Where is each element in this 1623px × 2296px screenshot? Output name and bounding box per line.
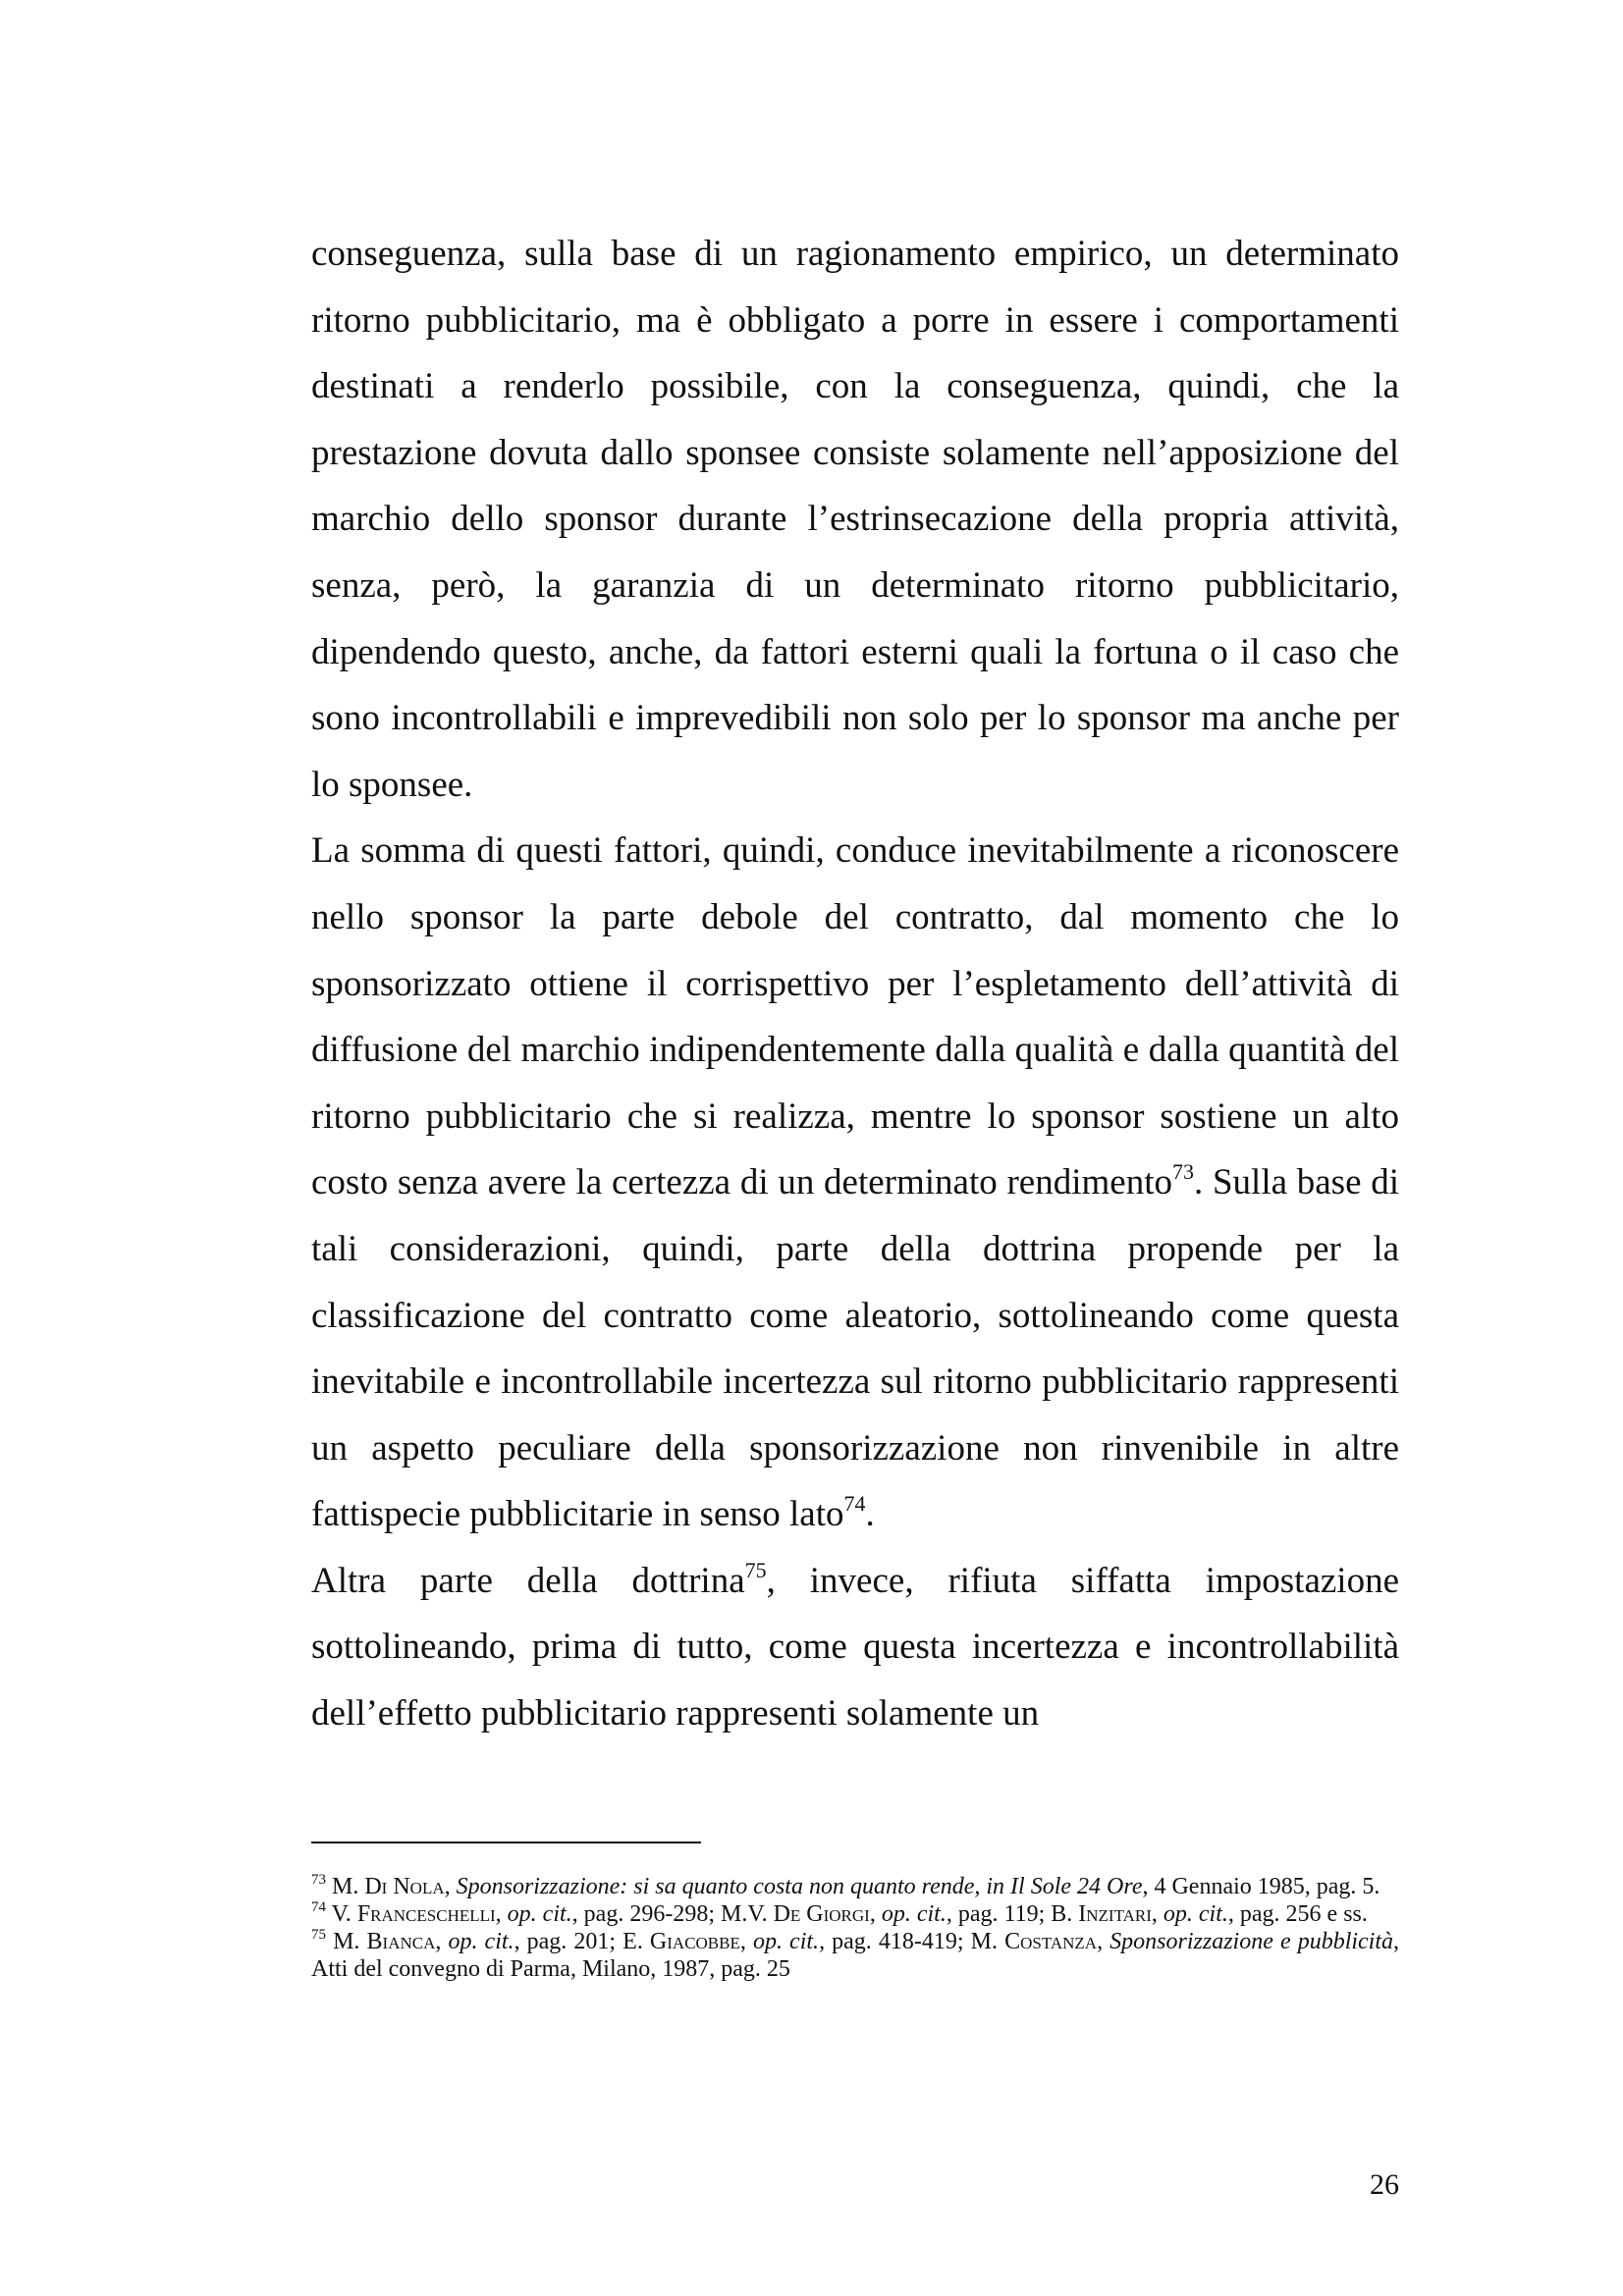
footnote-73: [311, 1873, 1399, 1900]
author-surname: Bianca: [366, 1929, 436, 1954]
footnote-separator: [311, 1842, 701, 1843]
separator: ,: [435, 1929, 449, 1954]
op-cit: op. cit.: [507, 1901, 572, 1927]
footnote-ref-73: 73: [1171, 1159, 1194, 1185]
footnote-ref-75: 75: [744, 1557, 767, 1582]
author-initial: M.: [326, 1874, 365, 1899]
op-cit: op. cit.: [752, 1929, 820, 1954]
citation-details: , pag. 119; B.: [946, 1901, 1079, 1927]
citation-details: , pag. 256 e ss.: [1227, 1901, 1368, 1927]
author-surname: Inzitari: [1078, 1901, 1152, 1927]
op-cit: op. cit.: [881, 1901, 947, 1927]
citation-details: , 4 Gennaio 1985, pag. 5.: [1142, 1874, 1380, 1899]
author-initial: M.: [326, 1929, 367, 1954]
paragraph-2-text-a: La somma di questi fattori, quindi, conduce inevitabilmente a riconoscere nello sponsor la parte debole del contratto, dal momento che lo sponsorizzato ottiene il corrispettivo per l’espletamento dell’attività di diffusione del marchio indipendentemente dalla qualità e dalla quantità del ritorno pubblicitario che si realizza, mentre lo sponsor sostiene un alto costo senza avere la certezza di un determinato rendimento: [311, 830, 1399, 1203]
author-surname: De Giorgi: [773, 1901, 870, 1927]
footnote-number: 75: [311, 1927, 326, 1943]
footnote-74: [311, 1900, 1399, 1928]
paragraph-3: [311, 1548, 1399, 1747]
page-number: 26: [1370, 2168, 1399, 2201]
body-text: [311, 221, 1399, 1747]
separator: ,: [495, 1901, 508, 1927]
work-title: Sponsorizzazione: si sa quanto costa non quanto rende, in Il Sole 24 Ore: [456, 1874, 1143, 1899]
separator: ,: [444, 1874, 457, 1899]
author-surname: Di Nola: [364, 1874, 445, 1899]
separator: ,: [1097, 1929, 1110, 1954]
footnote-75: [311, 1928, 1399, 1983]
citation-details: , pag. 201; E.: [514, 1929, 650, 1954]
paragraph-3-text-a: Altra parte della dottrina: [311, 1560, 745, 1601]
paragraph-2-text-b: . Sulla base di tali considerazioni, quindi, parte della dottrina propende per la classificazione del contratto come aleatorio, sottolineando come questa inevitabile e incontrollabile incertezza sul ritorno pubblicitario rappresenti un aspetto peculiare della sponsorizzazione non rinvenibile in altre fattispecie pubblicitarie in senso lato: [311, 1162, 1399, 1535]
paragraph-2: [311, 818, 1399, 1548]
paragraph-1: conseguenza, sulla base di un ragionamento empirico, un determinato ritorno pubblicitario, ma è obbligato a porre in essere i comportamenti destinati a renderlo possibile, con la conseguenza, quindi, che la prestazione dovuta dallo sponsee consiste solamente nell’apposizione del marchio dello sponsor durante l’estrinsecazione della propria attività, senza, però, la garanzia di un determinato ritorno pubblicitario, dipendendo questo, anche, da fattori esterni quali la fortuna o il caso che sono incontrollabili e imprevedibili non solo per lo sponsor ma anche per lo sponsee.: [311, 234, 1399, 805]
work-title: Sponsorizzazione e pubblicità: [1109, 1929, 1394, 1954]
separator: ,: [739, 1929, 753, 1954]
footnote-number: 74: [311, 1899, 326, 1915]
author-surname: Costanza: [1004, 1929, 1098, 1954]
author-initial: V.: [326, 1901, 357, 1927]
separator: ,: [1151, 1901, 1163, 1927]
separator: ,: [869, 1901, 882, 1927]
footnotes: [311, 1873, 1399, 1983]
citation-details: , pag. 418-419; M.: [819, 1929, 1005, 1954]
citation-details: , pag. 296-298; M.V.: [571, 1901, 774, 1927]
author-surname: Franceschelli: [356, 1901, 496, 1927]
op-cit: op. cit.: [448, 1929, 514, 1954]
op-cit: op. cit.: [1163, 1901, 1228, 1927]
author-surname: Giacobbe: [649, 1929, 740, 1954]
paragraph-2-text-c: .: [865, 1494, 875, 1535]
footnote-ref-74: 74: [843, 1491, 866, 1517]
paragraph-3-text-b: , invece, rifiuta siffatta impostazione sottolineando, prima di tutto, come questa incertezza e incontrollabilità dell’effetto pubblicitario rappresenti solamente un: [311, 1560, 1399, 1735]
footnote-number: 73: [311, 1872, 326, 1888]
citation-details: , Atti del convegno di Parma, Milano, 1987, pag. 25: [311, 1929, 1400, 1982]
